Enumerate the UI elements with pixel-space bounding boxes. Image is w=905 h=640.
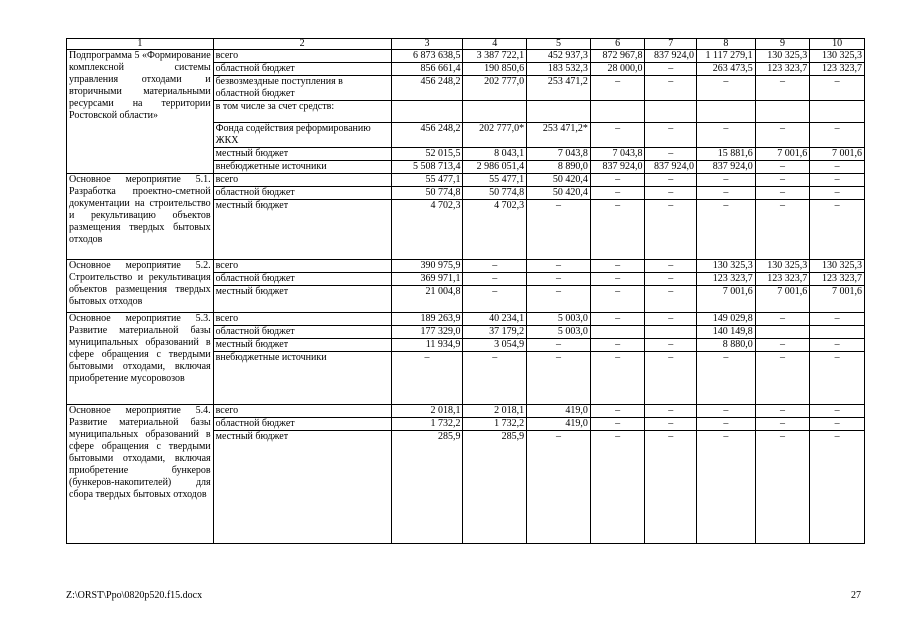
amount-cell: – xyxy=(391,352,463,405)
amount-cell: 52 015,5 xyxy=(391,148,463,161)
col-header: 5 xyxy=(527,39,591,50)
amount-cell: 5 003,0 xyxy=(527,326,591,339)
amount-cell: 177 329,0 xyxy=(391,326,463,339)
amount-cell: – xyxy=(755,200,810,260)
amount-cell: – xyxy=(810,339,865,352)
amount-cell: 285,9 xyxy=(391,431,463,544)
amount-cell: 1 117 279,1 xyxy=(697,50,756,63)
budget-table xyxy=(66,38,865,544)
amount-cell: 452 937,3 xyxy=(527,50,591,63)
amount-cell: – xyxy=(463,352,527,405)
amount-cell: 456 248,2 xyxy=(391,123,463,148)
amount-cell: – xyxy=(810,431,865,544)
amount-cell: – xyxy=(590,431,645,544)
amount-cell xyxy=(527,101,591,123)
amount-cell: 2 986 051,4 xyxy=(463,161,527,174)
amount-cell: 3 054,9 xyxy=(463,339,527,352)
subprogram-name: Подпрограмма 5 «Формирование комплексной системы управления отходами и вторичными материальными ресурсами на территории Ростовской области» xyxy=(67,50,214,174)
col-header: 3 xyxy=(391,39,463,50)
table-row xyxy=(67,313,865,326)
funding-source-label: областной бюджет xyxy=(213,326,391,339)
funding-source-label: всего xyxy=(213,313,391,326)
amount-cell: 4 702,3 xyxy=(463,200,527,260)
amount-cell: 123 323,7 xyxy=(810,273,865,286)
table-row xyxy=(67,50,865,63)
col-header: 10 xyxy=(810,39,865,50)
amount-cell: 123 323,7 xyxy=(697,273,756,286)
amount-cell: 130 325,3 xyxy=(810,50,865,63)
amount-cell: – xyxy=(755,431,810,544)
amount-cell xyxy=(810,101,865,123)
funding-source-label: всего xyxy=(213,405,391,418)
amount-cell: – xyxy=(810,123,865,148)
amount-cell: 7 001,6 xyxy=(755,148,810,161)
amount-cell: – xyxy=(590,286,645,313)
amount-cell: – xyxy=(810,313,865,326)
amount-cell: – xyxy=(527,286,591,313)
amount-cell: – xyxy=(645,431,697,544)
col-header: 7 xyxy=(645,39,697,50)
amount-cell: – xyxy=(810,352,865,405)
amount-cell: – xyxy=(755,405,810,418)
amount-cell: – xyxy=(645,148,697,161)
amount-cell: 50 420,4 xyxy=(527,174,591,187)
funding-source-label: областной бюджет xyxy=(213,273,391,286)
col-header: 2 xyxy=(213,39,391,50)
amount-cell: 8 890,0 xyxy=(527,161,591,174)
amount-cell: – xyxy=(810,76,865,101)
amount-cell: – xyxy=(697,405,756,418)
amount-cell xyxy=(755,101,810,123)
amount-cell: 123 323,7 xyxy=(755,63,810,76)
amount-cell: 130 325,3 xyxy=(755,50,810,63)
amount-cell: 15 881,6 xyxy=(697,148,756,161)
amount-cell: – xyxy=(755,123,810,148)
amount-cell: 5 508 713,4 xyxy=(391,161,463,174)
amount-cell: – xyxy=(697,76,756,101)
amount-cell: 130 325,3 xyxy=(697,260,756,273)
amount-cell: – xyxy=(697,200,756,260)
amount-cell: 11 934,9 xyxy=(391,339,463,352)
amount-cell: – xyxy=(755,339,810,352)
amount-cell: – xyxy=(810,418,865,431)
table-row xyxy=(67,405,865,418)
amount-cell: – xyxy=(755,174,810,187)
funding-source-label: всего xyxy=(213,174,391,187)
page-number: 27 xyxy=(851,590,861,601)
amount-cell: – xyxy=(697,431,756,544)
amount-cell: – xyxy=(463,273,527,286)
subprogram-name: Основное мероприятие 5.3. Развитие материальной базы муниципальных образований в сфере обращения с твердыми бытовыми отходами, включая приобретение мусоровозов xyxy=(67,313,214,405)
amount-cell: – xyxy=(590,123,645,148)
amount-cell: 419,0 xyxy=(527,405,591,418)
amount-cell: 2 018,1 xyxy=(463,405,527,418)
amount-cell: 2 018,1 xyxy=(391,405,463,418)
amount-cell: 7 001,6 xyxy=(697,286,756,313)
amount-cell: – xyxy=(645,286,697,313)
amount-cell: – xyxy=(590,418,645,431)
amount-cell: – xyxy=(527,431,591,544)
amount-cell: – xyxy=(590,174,645,187)
amount-cell: – xyxy=(755,161,810,174)
amount-cell: – xyxy=(645,418,697,431)
amount-cell xyxy=(645,101,697,123)
amount-cell: 253 471,2 xyxy=(527,76,591,101)
amount-cell: – xyxy=(645,313,697,326)
amount-cell: 123 323,7 xyxy=(755,273,810,286)
amount-cell: 202 777,0 xyxy=(463,76,527,101)
amount-cell: 7 043,8 xyxy=(527,148,591,161)
amount-cell: – xyxy=(697,352,756,405)
amount-cell: 369 971,1 xyxy=(391,273,463,286)
col-header: 6 xyxy=(590,39,645,50)
funding-source-label: местный бюджет xyxy=(213,286,391,313)
funding-source-label: областной бюджет xyxy=(213,187,391,200)
amount-cell: 8 880,0 xyxy=(697,339,756,352)
subprogram-name: Основное мероприятие 5.2. Строительство и рекультивация объектов размещения твердых бытовых отходов xyxy=(67,260,214,313)
amount-cell: – xyxy=(645,352,697,405)
amount-cell: – xyxy=(810,405,865,418)
amount-cell xyxy=(590,101,645,123)
amount-cell: 123 323,7 xyxy=(810,63,865,76)
amount-cell: – xyxy=(755,76,810,101)
amount-cell: – xyxy=(697,123,756,148)
amount-cell: 7 001,6 xyxy=(810,148,865,161)
funding-source-label: Фонда содействия реформированию ЖКХ xyxy=(213,123,391,148)
amount-cell: 50 774,8 xyxy=(463,187,527,200)
amount-cell: – xyxy=(645,273,697,286)
amount-cell: 202 777,0* xyxy=(463,123,527,148)
amount-cell: – xyxy=(755,187,810,200)
funding-source-label: местный бюджет xyxy=(213,200,391,260)
amount-cell: – xyxy=(590,260,645,273)
amount-cell xyxy=(645,326,697,339)
col-header: 4 xyxy=(463,39,527,50)
amount-cell: – xyxy=(645,63,697,76)
amount-cell: – xyxy=(527,273,591,286)
amount-cell: 837 924,0 xyxy=(645,50,697,63)
amount-cell: – xyxy=(590,187,645,200)
amount-cell: – xyxy=(697,187,756,200)
amount-cell: – xyxy=(527,200,591,260)
amount-cell: – xyxy=(590,339,645,352)
table-body xyxy=(67,39,865,544)
amount-cell: – xyxy=(590,273,645,286)
amount-cell: 55 477,1 xyxy=(463,174,527,187)
amount-cell: 856 661,4 xyxy=(391,63,463,76)
funding-source-label: областной бюджет xyxy=(213,63,391,76)
amount-cell: – xyxy=(755,313,810,326)
amount-cell: 28 000,0 xyxy=(590,63,645,76)
amount-cell xyxy=(810,326,865,339)
col-header: 9 xyxy=(755,39,810,50)
amount-cell: – xyxy=(697,174,756,187)
amount-cell: 189 263,9 xyxy=(391,313,463,326)
amount-cell: 263 473,5 xyxy=(697,63,756,76)
amount-cell: – xyxy=(645,339,697,352)
amount-cell: – xyxy=(645,123,697,148)
funding-source-label: безвозмездные поступления в областной бюджет xyxy=(213,76,391,101)
funding-source-label: всего xyxy=(213,260,391,273)
amount-cell: 5 003,0 xyxy=(527,313,591,326)
header-row xyxy=(67,39,865,50)
amount-cell: 183 532,3 xyxy=(527,63,591,76)
amount-cell: 7 001,6 xyxy=(755,286,810,313)
amount-cell: – xyxy=(645,174,697,187)
amount-cell: – xyxy=(527,260,591,273)
subprogram-name: Основное мероприятие 5.4. Развитие материальной базы муниципальных образований в сфере обращения с твердыми бытовыми отходами, включая приобретение бункеров (бункеров-накопителей) для сбора твердых бытовых отходов xyxy=(67,405,214,544)
amount-cell: 3 387 722,1 xyxy=(463,50,527,63)
amount-cell: – xyxy=(755,418,810,431)
amount-cell: 837 924,0 xyxy=(697,161,756,174)
amount-cell: 1 732,2 xyxy=(463,418,527,431)
amount-cell: – xyxy=(810,187,865,200)
amount-cell: – xyxy=(590,76,645,101)
amount-cell: 7 043,8 xyxy=(590,148,645,161)
amount-cell: – xyxy=(527,352,591,405)
amount-cell: 837 924,0 xyxy=(645,161,697,174)
table-row xyxy=(67,260,865,273)
amount-cell: 8 043,1 xyxy=(463,148,527,161)
amount-cell: 419,0 xyxy=(527,418,591,431)
amount-cell: 7 001,6 xyxy=(810,286,865,313)
amount-cell: – xyxy=(697,418,756,431)
amount-cell: 130 325,3 xyxy=(755,260,810,273)
amount-cell xyxy=(391,101,463,123)
amount-cell: 37 179,2 xyxy=(463,326,527,339)
amount-cell: 50 420,4 xyxy=(527,187,591,200)
amount-cell xyxy=(697,101,756,123)
amount-cell: 55 477,1 xyxy=(391,174,463,187)
amount-cell: – xyxy=(590,405,645,418)
amount-cell: 1 732,2 xyxy=(391,418,463,431)
amount-cell xyxy=(463,101,527,123)
amount-cell: – xyxy=(645,405,697,418)
footer-file-path: Z:\ORST\Ppo\0820p520.f15.docx xyxy=(66,590,203,601)
amount-cell xyxy=(755,326,810,339)
amount-cell: 837 924,0 xyxy=(590,161,645,174)
amount-cell: 130 325,3 xyxy=(810,260,865,273)
funding-source-label: местный бюджет xyxy=(213,339,391,352)
col-header: 1 xyxy=(67,39,214,50)
amount-cell: 285,9 xyxy=(463,431,527,544)
amount-cell: – xyxy=(810,200,865,260)
table-row xyxy=(67,174,865,187)
amount-cell xyxy=(590,326,645,339)
amount-cell: – xyxy=(590,200,645,260)
subprogram-name: Основное мероприятие 5.1. Разработка проектно-сметной документации на строительство и рекультивацию объектов размещения твердых бытовых отходов xyxy=(67,174,214,260)
amount-cell: 253 471,2* xyxy=(527,123,591,148)
amount-cell: – xyxy=(590,352,645,405)
funding-source-label: местный бюджет xyxy=(213,431,391,544)
amount-cell: – xyxy=(755,352,810,405)
col-header: 8 xyxy=(697,39,756,50)
amount-cell: 456 248,2 xyxy=(391,76,463,101)
amount-cell: – xyxy=(645,200,697,260)
amount-cell: 140 149,8 xyxy=(697,326,756,339)
amount-cell: – xyxy=(590,313,645,326)
amount-cell: – xyxy=(463,260,527,273)
amount-cell: – xyxy=(645,187,697,200)
amount-cell: 40 234,1 xyxy=(463,313,527,326)
amount-cell: 190 850,6 xyxy=(463,63,527,76)
funding-source-label: в том числе за счет средств: xyxy=(213,101,391,123)
amount-cell: 390 975,9 xyxy=(391,260,463,273)
amount-cell: – xyxy=(645,260,697,273)
amount-cell: – xyxy=(463,286,527,313)
funding-source-label: всего xyxy=(213,50,391,63)
amount-cell: 21 004,8 xyxy=(391,286,463,313)
funding-source-label: внебюджетные источники xyxy=(213,161,391,174)
funding-source-label: областной бюджет xyxy=(213,418,391,431)
amount-cell: 872 967,8 xyxy=(590,50,645,63)
amount-cell: 6 873 638,5 xyxy=(391,50,463,63)
amount-cell: 149 029,8 xyxy=(697,313,756,326)
amount-cell: – xyxy=(810,161,865,174)
amount-cell: – xyxy=(810,174,865,187)
funding-source-label: местный бюджет xyxy=(213,148,391,161)
amount-cell: – xyxy=(645,76,697,101)
funding-source-label: внебюджетные источники xyxy=(213,352,391,405)
amount-cell: 4 702,3 xyxy=(391,200,463,260)
amount-cell: – xyxy=(527,339,591,352)
amount-cell: 50 774,8 xyxy=(391,187,463,200)
